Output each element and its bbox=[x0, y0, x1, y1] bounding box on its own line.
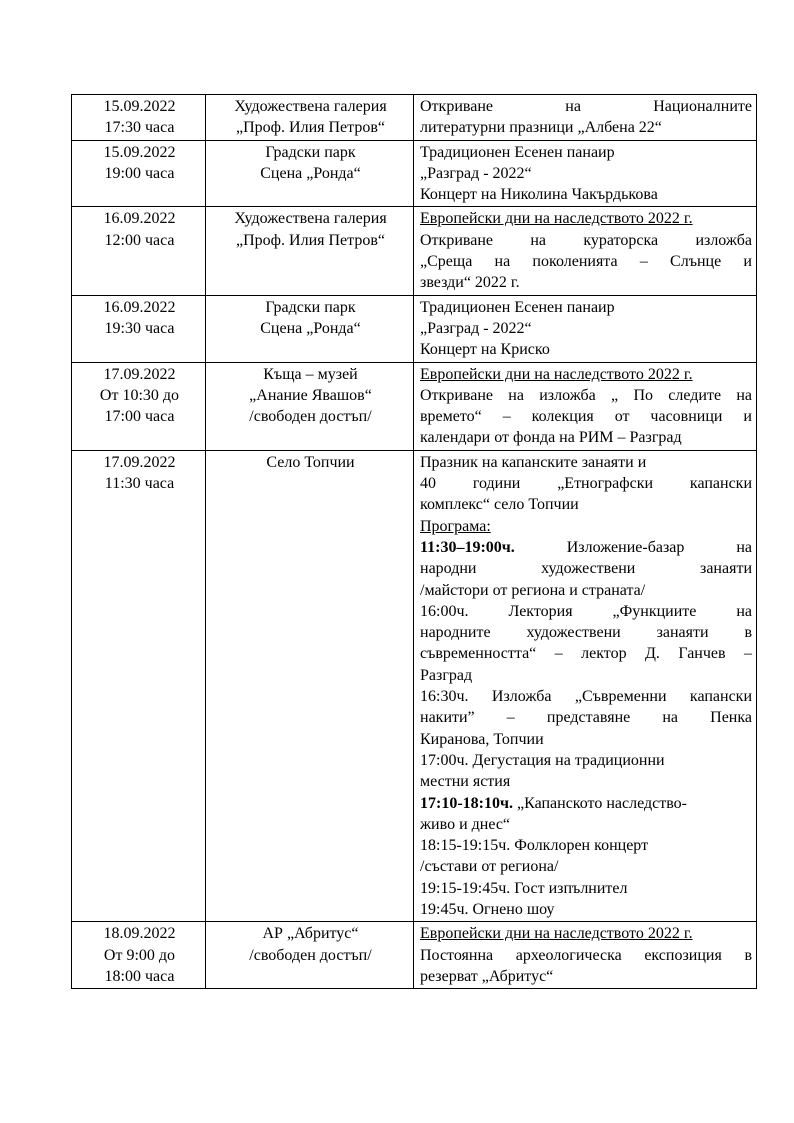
program-item bbox=[420, 601, 752, 622]
event-date: 17.09.2022 bbox=[103, 365, 176, 383]
table-row bbox=[72, 295, 757, 362]
event-date-cell bbox=[72, 207, 206, 295]
event-place-cell bbox=[206, 922, 414, 989]
event-description-line: Постоянна археологическа експозиция в bbox=[420, 946, 752, 964]
program-item bbox=[420, 899, 752, 920]
event-description-line: звезди“ 2022 г. bbox=[420, 274, 520, 292]
program-item bbox=[420, 878, 752, 899]
table-row bbox=[72, 450, 757, 922]
event-description-cell bbox=[414, 140, 757, 207]
event-date: 18.09.2022 bbox=[103, 925, 176, 943]
program-text: Огнено шоу bbox=[472, 900, 555, 918]
table-row bbox=[72, 362, 757, 450]
event-place: „Анание Явашов“ bbox=[249, 386, 372, 404]
event-description-line: литературни празници „Албена 22“ bbox=[420, 119, 662, 137]
event-place-cell bbox=[206, 295, 414, 362]
program-text: Киранова, Топчии bbox=[420, 730, 544, 748]
event-heading: Европейски дни на наследството 2022 г. bbox=[420, 925, 693, 943]
event-description-line: Традиционен Есенен панаир bbox=[420, 298, 615, 316]
event-place: /свободен достъп/ bbox=[249, 946, 372, 964]
event-place-cell bbox=[206, 95, 414, 141]
event-place: Сцена „Ронда“ bbox=[260, 164, 361, 182]
event-place: АР „Абритус“ bbox=[262, 925, 359, 943]
event-date: 17.09.2022 bbox=[103, 453, 176, 471]
event-time: 17:30 часа bbox=[104, 119, 175, 137]
event-description-cell bbox=[414, 362, 757, 450]
event-description-line: времето“ – колекция от часовници и bbox=[420, 408, 752, 426]
program-item bbox=[420, 686, 752, 707]
table-row bbox=[72, 140, 757, 207]
event-place: Градски парк bbox=[265, 143, 356, 161]
event-place-cell bbox=[206, 140, 414, 207]
event-place: Къща – музей bbox=[263, 365, 358, 383]
event-place: „Проф. Илия Петров“ bbox=[236, 119, 385, 137]
event-description-cell bbox=[414, 295, 757, 362]
event-description-line: „Среща на поколенията – Слънце и bbox=[420, 253, 752, 271]
event-description-line: Откриване на Националните bbox=[420, 98, 752, 115]
event-description-line: „Разград - 2022“ bbox=[420, 164, 532, 182]
event-time: 19:30 часа bbox=[104, 319, 175, 337]
program-text: Лектория „Функциите на bbox=[508, 602, 752, 620]
event-description-line: Традиционен Есенен панаир bbox=[420, 143, 615, 161]
program-text: Изложба „Съвременни капански bbox=[491, 688, 753, 706]
program-label: Програма: bbox=[420, 517, 491, 535]
event-date: 16.09.2022 bbox=[103, 210, 176, 228]
table-row bbox=[72, 95, 757, 141]
event-place: Село Топчии bbox=[266, 453, 355, 471]
event-time: От 10:30 до bbox=[99, 386, 180, 404]
program-text: накити” – представяне на Пенка bbox=[420, 709, 752, 727]
program-text: Фолклорен концерт bbox=[514, 837, 649, 855]
event-place: Художествена галерия bbox=[234, 98, 387, 115]
event-place: Сцена „Ронда“ bbox=[260, 319, 361, 337]
event-description-line: комплекс“ село Топчии bbox=[420, 496, 579, 514]
event-date-cell bbox=[72, 362, 206, 450]
event-date-cell bbox=[72, 295, 206, 362]
program-item bbox=[420, 835, 752, 856]
events-table bbox=[71, 94, 757, 989]
table-row bbox=[72, 207, 757, 295]
event-description-line: резерват „Абритус“ bbox=[420, 967, 554, 985]
program-time: 19:45ч. bbox=[420, 900, 469, 918]
event-place: Градски парк bbox=[265, 298, 356, 316]
event-date-cell bbox=[72, 450, 206, 922]
event-time: 11:30 часа bbox=[104, 475, 175, 493]
program-time: 11:30–19:00ч. bbox=[420, 538, 515, 556]
event-description-line: Откриване на кураторска изложба bbox=[420, 231, 752, 249]
event-time: 18:00 часа bbox=[104, 967, 175, 985]
event-description-line: Откриване на изложба „ По следите на bbox=[420, 386, 752, 404]
event-date-cell bbox=[72, 95, 206, 141]
program-time: 17:10-18:10ч. bbox=[420, 794, 514, 812]
program-text: местни ястия bbox=[420, 773, 511, 791]
program-text: /състави от региона/ bbox=[420, 858, 559, 876]
event-description-line: календари от фонда на РИМ – Разград bbox=[420, 429, 682, 447]
event-time: От 9:00 до bbox=[103, 946, 176, 964]
program-text: народните художествени занаяти в bbox=[420, 624, 752, 642]
program-text: /майстори от региона и страната/ bbox=[420, 581, 646, 599]
event-heading: Европейски дни на наследството 2022 г. bbox=[420, 210, 693, 228]
program-text: Гост изпълнител bbox=[514, 879, 628, 897]
program-item bbox=[420, 793, 752, 814]
event-place-cell bbox=[206, 362, 414, 450]
event-date: 15.09.2022 bbox=[103, 143, 176, 161]
event-description-line: Празник на капанските занаяти и bbox=[420, 453, 647, 471]
program-text: живо и днес“ bbox=[420, 815, 511, 833]
event-description-line: „Разград - 2022“ bbox=[420, 319, 532, 337]
event-description-cell bbox=[414, 207, 757, 295]
program-item bbox=[420, 537, 752, 558]
event-description-line: Концерт на Николина Чакърдькова bbox=[420, 186, 658, 204]
program-text: Дегустация на традиционни bbox=[472, 751, 665, 769]
program-time: 16:30ч. bbox=[420, 688, 469, 706]
program-text: народни художествени занаяти bbox=[420, 560, 752, 578]
event-description-line: Концерт на Криско bbox=[420, 341, 550, 359]
program-time: 18:15-19:15ч. bbox=[420, 837, 511, 855]
event-time: 19:00 часа bbox=[104, 164, 175, 182]
event-description-cell bbox=[414, 922, 757, 989]
event-description-line: 40 години „Етнографски капански bbox=[420, 475, 752, 493]
program-text: съвременността“ – лектор Д. Ганчев – bbox=[420, 645, 752, 663]
event-time: 17:00 часа bbox=[104, 408, 175, 426]
table-row bbox=[72, 922, 757, 989]
event-place: „Проф. Илия Петров“ bbox=[236, 231, 385, 249]
program-time: 16:00ч. bbox=[420, 602, 469, 620]
event-place-cell bbox=[206, 207, 414, 295]
program-text: „Капанското наследство- bbox=[517, 794, 687, 812]
event-description-cell bbox=[414, 95, 757, 141]
program-item bbox=[420, 750, 752, 771]
event-place: /свободен достъп/ bbox=[249, 408, 372, 426]
event-place-cell bbox=[206, 450, 414, 922]
event-date-cell bbox=[72, 922, 206, 989]
event-time: 12:00 часа bbox=[104, 231, 175, 249]
event-heading: Европейски дни на наследството 2022 г. bbox=[420, 365, 693, 383]
program-text: Изложение-базар на bbox=[566, 538, 752, 556]
program-time: 17:00ч. bbox=[420, 751, 469, 769]
program-text: Разград bbox=[420, 666, 473, 684]
program-time: 19:15-19:45ч. bbox=[420, 879, 511, 897]
event-date-cell bbox=[72, 140, 206, 207]
event-date: 16.09.2022 bbox=[103, 298, 176, 316]
event-date: 15.09.2022 bbox=[103, 98, 176, 115]
event-place: Художествена галерия bbox=[234, 210, 387, 228]
event-description-cell bbox=[414, 450, 757, 922]
